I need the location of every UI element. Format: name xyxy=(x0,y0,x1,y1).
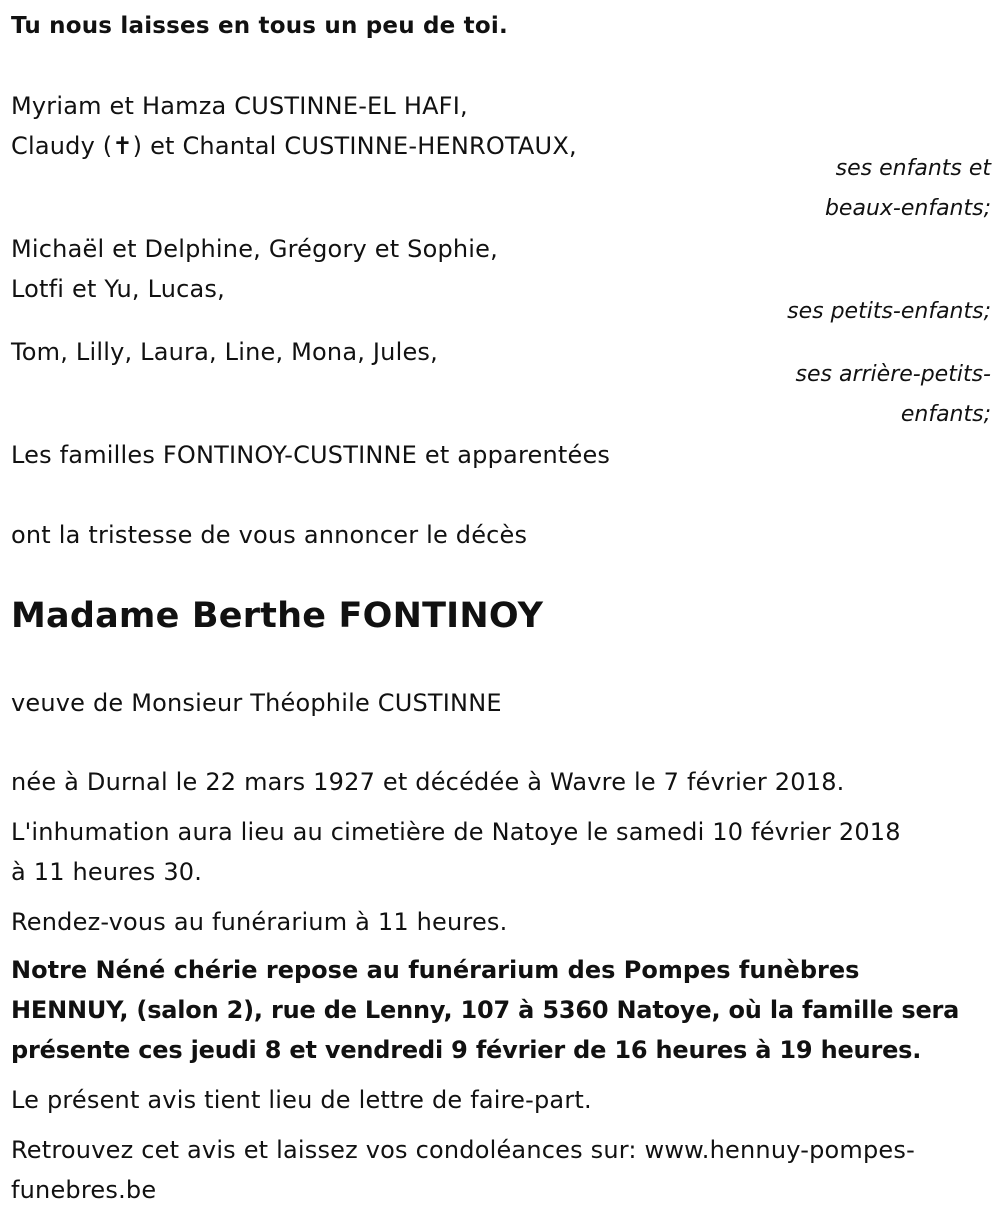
burial-line-2: à 11 heures 30. xyxy=(11,858,203,886)
condolences-line-2: funebres.be xyxy=(11,1176,157,1204)
burial-line-1: L'inhumation aura lieu au cimetière de Natoye le samedi 10 février 2018 xyxy=(11,818,901,846)
families-line: Les familles FONTINOY-CUSTINNE et apparentées xyxy=(11,441,611,469)
announce-line: ont la tristesse de vous annoncer le décès xyxy=(11,521,528,549)
grandchildren-role: ses petits-enfants; xyxy=(787,299,991,324)
visitation-line-2: HENNUY, (salon 2), rue de Lenny, 107 à 5360 Natoye, où la famille sera xyxy=(11,996,960,1024)
children-line-1: Myriam et Hamza CUSTINNE-EL HAFI, xyxy=(11,92,468,120)
children-line-2: Claudy (✝) et Chantal CUSTINNE-HENROTAUX, xyxy=(11,132,577,160)
meeting-line: Rendez-vous au funérarium à 11 heures. xyxy=(11,908,508,936)
born-died: née à Durnal le 22 mars 1927 et décédée à Wavre le 7 février 2018. xyxy=(11,768,845,796)
quote: Tu nous laisses en tous un peu de toi. xyxy=(11,13,508,39)
condolences-line-1: Retrouvez cet avis et laissez vos condoléances sur: www.hennuy-pompes- xyxy=(11,1136,915,1164)
visitation-line-3: présente ces jeudi 8 et vendredi 9 février de 16 heures à 19 heures. xyxy=(11,1036,922,1064)
grandchildren-line-2: Lotfi et Yu, Lucas, xyxy=(11,275,225,303)
children-role-line-2: beaux-enfants; xyxy=(824,196,991,221)
widow-of: veuve de Monsieur Théophile CUSTINNE xyxy=(11,689,502,717)
grandchildren-line-1: Michaël et Delphine, Grégory et Sophie, xyxy=(11,235,498,263)
great-grandchildren-role-line-1: ses arrière-petits- xyxy=(795,362,991,387)
great-grandchildren-role-line-2: enfants; xyxy=(900,402,991,427)
notice-line: Le présent avis tient lieu de lettre de faire-part. xyxy=(11,1086,592,1114)
great-grandchildren-line-1: Tom, Lilly, Laura, Line, Mona, Jules, xyxy=(11,338,438,366)
visitation-line-1: Notre Néné chérie repose au funérarium des Pompes funèbres xyxy=(11,956,860,984)
deceased-name: Madame Berthe FONTINOY xyxy=(11,596,544,636)
children-role-line-1: ses enfants et xyxy=(835,156,991,181)
